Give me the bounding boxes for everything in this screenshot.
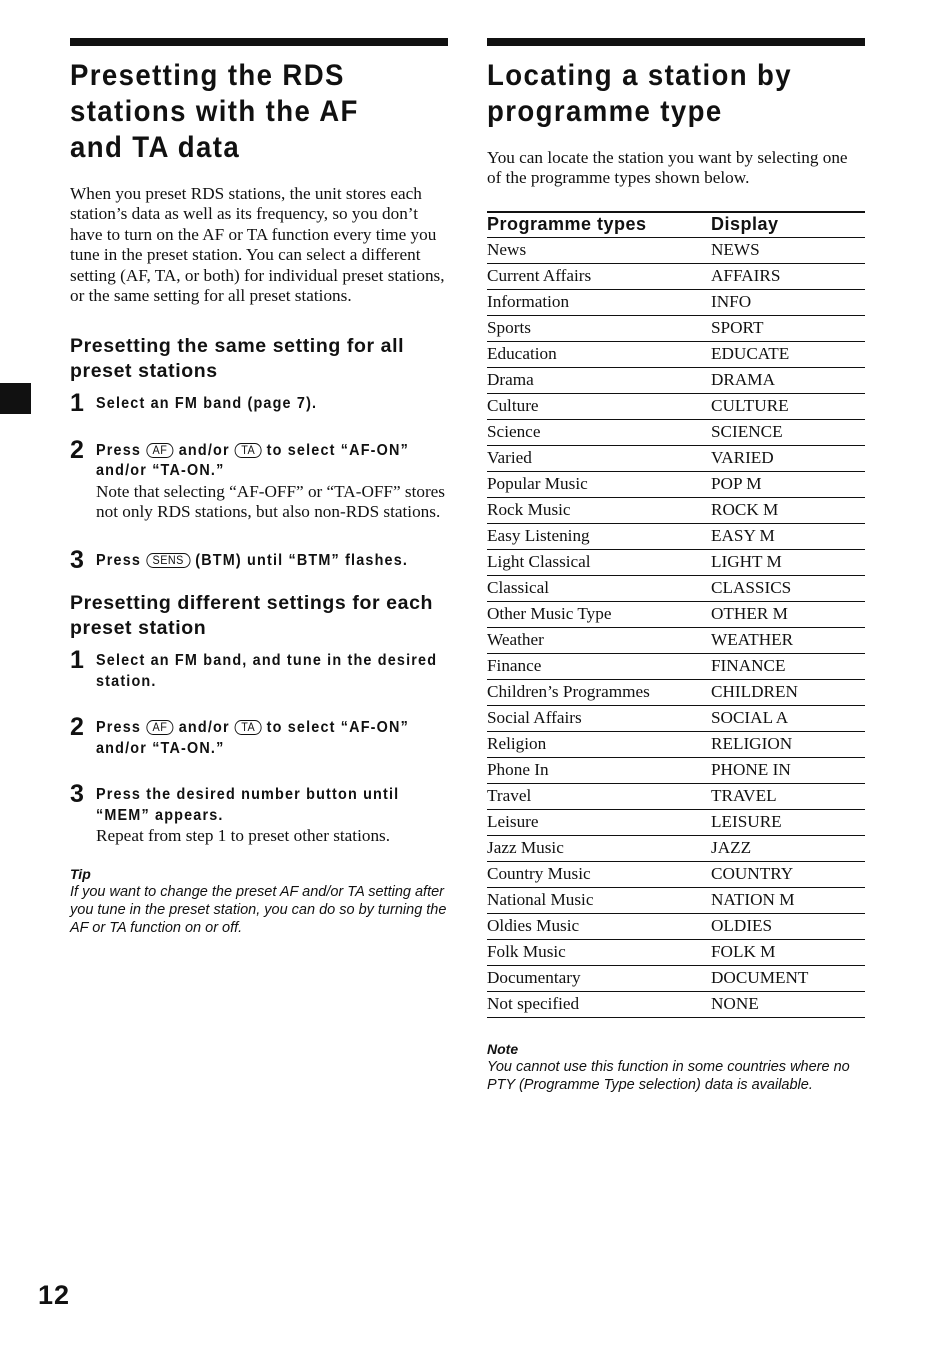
note-text: You cannot use this function in some countries where no PTY (Programme Type selection) data is available. (487, 1058, 850, 1094)
display-code-cell: NATION M (711, 887, 865, 913)
step-text: Press AF and/or TA to select “AF-ON” and/or “TA-ON.” (96, 719, 409, 757)
step-number: 2 (70, 435, 84, 464)
programme-type-cell: Documentary (487, 965, 711, 991)
display-code-cell: PHONE IN (711, 757, 865, 783)
display-code-cell: SPORT (711, 315, 865, 341)
step-text: Press the desired number button until “MEM” appears. (96, 786, 400, 824)
display-code-cell: WEATHER (711, 627, 865, 653)
table-row (487, 523, 865, 549)
display-code-cell: SOCIAL A (711, 705, 865, 731)
display-code-cell: INFO (711, 289, 865, 315)
display-code-cell: CULTURE (711, 393, 865, 419)
step-number: 2 (70, 713, 84, 742)
table-row (487, 445, 865, 471)
programme-type-cell: Not specified (487, 991, 711, 1017)
table-row (487, 419, 865, 445)
table-row (487, 991, 865, 1017)
programme-type-cell: Drama (487, 367, 711, 393)
step-3 (70, 780, 448, 846)
step-number: 1 (70, 389, 84, 418)
table-row (487, 341, 865, 367)
table-row (487, 497, 865, 523)
section-heading-different-settings: Presetting different settings for each preset station (70, 592, 434, 640)
intro-paragraph: When you preset RDS stations, the unit stores each station’s data as well as its frequency, so you don’t have to turn on the AF or TA function every time you tune in the preset station. You can select a different setting (AF, TA, or both) for individual preset stations, or the same setting for all preset stations. (70, 184, 445, 306)
display-code-cell: POP M (711, 471, 865, 497)
programme-type-cell: Weather (487, 627, 711, 653)
table-row (487, 731, 865, 757)
table-row (487, 263, 865, 289)
af-key-icon: AF (146, 443, 173, 458)
display-code-cell: DRAMA (711, 367, 865, 393)
ta-key-icon: TA (235, 443, 262, 458)
display-code-cell: NEWS (711, 237, 865, 263)
display-code-cell: LIGHT M (711, 549, 865, 575)
table-row (487, 887, 865, 913)
table-row (487, 757, 865, 783)
table-row (487, 705, 865, 731)
programme-types-table (487, 211, 865, 1018)
programme-type-cell: Easy Listening (487, 523, 711, 549)
section-heading-same-setting: Presetting the same setting for all preset stations (70, 335, 405, 383)
programme-type-cell: Country Music (487, 861, 711, 887)
programme-type-cell: Classical (487, 575, 711, 601)
table-row (487, 835, 865, 861)
table-row (487, 237, 865, 263)
programme-type-cell: Light Classical (487, 549, 711, 575)
left-column (70, 38, 448, 937)
right-column (487, 38, 865, 1094)
display-code-cell: JAZZ (711, 835, 865, 861)
programme-type-cell: Finance (487, 653, 711, 679)
table-row (487, 809, 865, 835)
programme-type-cell: Folk Music (487, 939, 711, 965)
display-code-cell: LEISURE (711, 809, 865, 835)
display-code-cell: SCIENCE (711, 419, 865, 445)
programme-type-cell: News (487, 237, 711, 263)
column-header: Display (711, 212, 865, 238)
step-text: Select an FM band (page 7). (96, 395, 318, 413)
programme-type-cell: Current Affairs (487, 263, 711, 289)
step-text: Select an FM band, and tune in the desired station. (96, 652, 438, 690)
sens-key-icon: SENS (146, 553, 190, 568)
table-row (487, 549, 865, 575)
note-box (487, 1040, 865, 1094)
table-row (487, 393, 865, 419)
ta-key-icon: TA (235, 720, 262, 735)
programme-type-cell: Varied (487, 445, 711, 471)
display-code-cell: OLDIES (711, 913, 865, 939)
display-code-cell: DOCUMENT (711, 965, 865, 991)
step-note: Note that selecting “AF-OFF” or “TA-OFF” stores not only RDS stations, but also non-RDS stations. (96, 481, 445, 522)
table-row (487, 315, 865, 341)
programme-type-cell: Other Music Type (487, 601, 711, 627)
step-number: 3 (70, 545, 84, 574)
display-code-cell: FOLK M (711, 939, 865, 965)
display-code-cell: CLASSICS (711, 575, 865, 601)
programme-type-cell: Rock Music (487, 497, 711, 523)
display-code-cell: COUNTRY (711, 861, 865, 887)
section-title: Locating a station by programme type (487, 59, 793, 128)
programme-type-cell: Leisure (487, 809, 711, 835)
step-number: 1 (70, 646, 84, 675)
table-row (487, 367, 865, 393)
display-code-cell: AFFAIRS (711, 263, 865, 289)
programme-type-cell: Information (487, 289, 711, 315)
af-key-icon: AF (146, 720, 173, 735)
programme-type-cell: Children’s Programmes (487, 679, 711, 705)
step-1 (70, 389, 448, 418)
step-3 (70, 545, 448, 574)
programme-type-cell: Oldies Music (487, 913, 711, 939)
table-row (487, 939, 865, 965)
step-note: Repeat from step 1 to preset other stations. (96, 826, 391, 846)
table-body (487, 237, 865, 1017)
display-code-cell: VARIED (711, 445, 865, 471)
table-row (487, 289, 865, 315)
display-code-cell: FINANCE (711, 653, 865, 679)
programme-type-cell: Sports (487, 315, 711, 341)
table-row (487, 965, 865, 991)
programme-type-cell: Culture (487, 393, 711, 419)
table-row (487, 679, 865, 705)
tip-box (70, 865, 448, 938)
display-code-cell: NONE (711, 991, 865, 1017)
step-2 (70, 713, 448, 759)
table-row (487, 783, 865, 809)
tip-label: Tip (70, 865, 91, 882)
table-row (487, 653, 865, 679)
table-row (487, 601, 865, 627)
programme-type-cell: Education (487, 341, 711, 367)
programme-type-cell: Phone In (487, 757, 711, 783)
step-2 (70, 435, 448, 523)
programme-type-cell: Popular Music (487, 471, 711, 497)
step-text: Press SENS (BTM) until “BTM” flashes. (96, 551, 409, 569)
table-row (487, 913, 865, 939)
title-rule (70, 38, 448, 46)
table-row (487, 471, 865, 497)
programme-type-cell: Travel (487, 783, 711, 809)
step-number: 3 (70, 780, 84, 809)
table-row (487, 627, 865, 653)
step-1 (70, 646, 448, 692)
display-code-cell: EASY M (711, 523, 865, 549)
page-title: Presetting the RDS stations with the AF and TA data (70, 59, 359, 164)
programme-type-cell: Religion (487, 731, 711, 757)
table-row (487, 861, 865, 887)
intro-paragraph: You can locate the station you want by selecting one of the programme types shown below. (487, 148, 848, 188)
display-code-cell: ROCK M (711, 497, 865, 523)
display-code-cell: RELIGION (711, 731, 865, 757)
display-code-cell: CHILDREN (711, 679, 865, 705)
page-number: 12 (38, 1280, 71, 1310)
display-code-cell: TRAVEL (711, 783, 865, 809)
column-header: Programme types (487, 212, 711, 238)
tip-text: If you want to change the preset AF and/or TA setting after you tune in the preset station, you can do so by turning the AF or TA function on or off. (70, 883, 447, 937)
programme-type-cell: National Music (487, 887, 711, 913)
table-header-row (487, 212, 865, 238)
title-rule (487, 38, 865, 46)
programme-type-cell: Social Affairs (487, 705, 711, 731)
programme-type-cell: Jazz Music (487, 835, 711, 861)
display-code-cell: EDUCATE (711, 341, 865, 367)
table-row (487, 575, 865, 601)
step-text: Press AF and/or TA to select “AF-ON” and/or “TA-ON.” (96, 441, 409, 480)
programme-type-cell: Science (487, 419, 711, 445)
display-code-cell: OTHER M (711, 601, 865, 627)
note-label: Note (487, 1040, 519, 1057)
section-tab-marker (0, 383, 31, 414)
